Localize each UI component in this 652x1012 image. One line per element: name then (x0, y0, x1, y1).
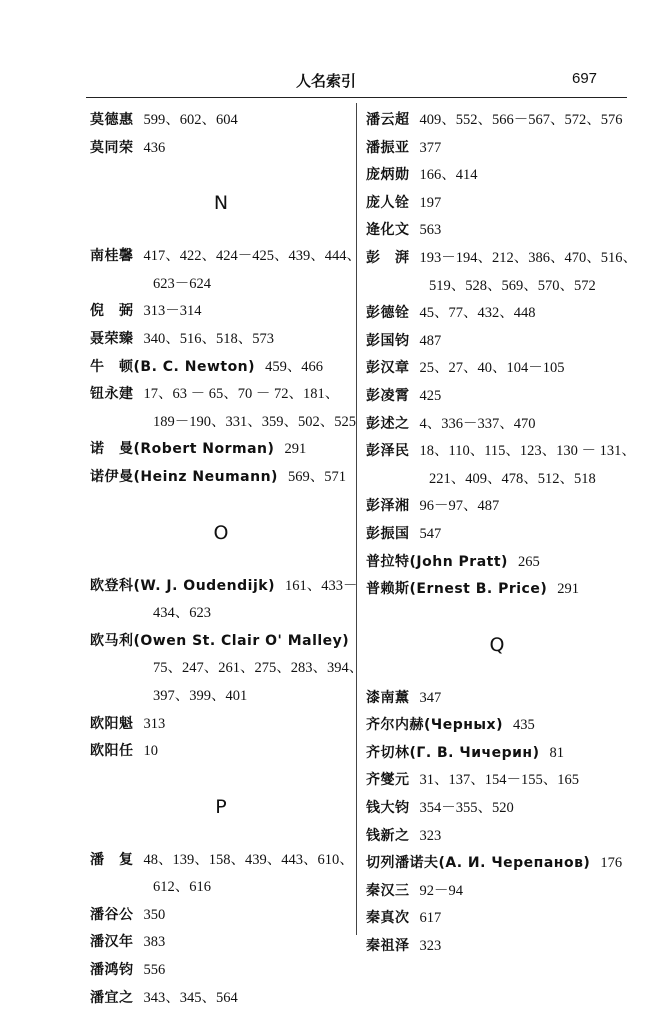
entry-name: 莫德惠 (90, 112, 134, 128)
index-entry (90, 381, 352, 409)
entry-name: 欧阳任 (90, 743, 134, 760)
entry-pages: 377 (419, 139, 442, 156)
entry-name: 齐切林(Г. В. Чичерин) (366, 744, 540, 761)
entry-name: 诺伊曼(Heinz Neumann) (90, 468, 278, 485)
entry-pages: 569、571 (287, 468, 346, 485)
index-entry (366, 521, 628, 549)
entry-pages: 291 (284, 441, 307, 458)
section-letter-p: P (215, 795, 227, 818)
entry-name: 潘宜之 (90, 989, 134, 1006)
entry-name: 钮永建 (90, 386, 134, 403)
index-entry (366, 740, 628, 768)
entry-name: 彭 湃 (366, 249, 410, 266)
entry-name: 欧登科(W. J. Oudendijk) (90, 577, 275, 594)
entry-pages: 350 (143, 906, 166, 923)
index-entry (366, 300, 628, 328)
entry-pages: 313 (143, 715, 166, 732)
index-entry (366, 712, 628, 740)
index-entry (366, 905, 628, 933)
index-entry (366, 383, 628, 411)
index-entry (90, 902, 352, 930)
index-entry (90, 738, 352, 766)
index-entry (90, 298, 352, 326)
entry-pages: 176 (600, 855, 623, 872)
index-entry (90, 436, 352, 464)
entry-name: 欧阳魁 (90, 715, 134, 732)
entry-pages: 48、139、158、439、443、610、 (143, 851, 354, 868)
index-entry (90, 957, 352, 985)
index-entry (366, 685, 628, 713)
entry-name: 潘云超 (366, 112, 410, 128)
section-letter-q: Q (489, 633, 505, 656)
entry-pages: 354－355、520 (419, 800, 514, 817)
index-entry (366, 135, 628, 163)
entry-pages: 17、63 － 65、70 － 72、181、 (143, 386, 340, 403)
entry-pages-continued: 519、528、569、570、572 (429, 277, 596, 294)
index-entry (90, 711, 352, 739)
column-divider (356, 103, 357, 935)
entry-pages: 459、466 (265, 358, 324, 375)
index-entry (90, 135, 352, 163)
entry-name: 彭国钧 (366, 332, 410, 349)
entry-pages: 45、77、432、448 (419, 305, 536, 322)
entry-name: 潘 复 (90, 851, 134, 868)
index-entry (366, 107, 628, 135)
index-entry (366, 162, 628, 190)
index-entry (366, 933, 628, 961)
entry-name: 齐尔内赫(Черных) (366, 717, 503, 734)
entry-pages: 340、516、518、573 (143, 330, 274, 347)
entry-pages: 343、345、564 (143, 989, 238, 1006)
entry-name: 彭凌霄 (366, 387, 410, 404)
index-entry (366, 549, 628, 577)
entry-pages: 92－94 (419, 882, 463, 899)
entry-pages: 193－194、212、386、470、516、 (419, 249, 637, 266)
entry-name: 潘振亚 (366, 139, 410, 156)
index-entry (366, 355, 628, 383)
index-entry (90, 929, 352, 957)
index-entry (90, 354, 352, 382)
index-entry (90, 573, 358, 601)
running-header-title: 人名索引 (295, 72, 356, 90)
left-column (90, 107, 364, 1012)
entry-name: 切列潘诺夫(А. И. Черепанов) (366, 855, 591, 872)
index-entry (366, 411, 628, 439)
index-entry (366, 576, 628, 604)
entry-pages: 25、27、40、104－105 (419, 360, 565, 377)
entry-pages: 161、433－ (284, 577, 358, 594)
entry-pages: 166、414 (419, 167, 478, 184)
entry-pages: 617 (419, 910, 442, 927)
entry-name: 潘汉年 (90, 934, 134, 951)
section-letter-o: O (213, 521, 229, 544)
entry-name: 潘谷公 (90, 906, 134, 923)
entry-name: 普赖斯(Ernest B. Price) (366, 581, 548, 598)
entry-pages: 291 (557, 581, 579, 598)
entry-pages: 417、422、424－425、439、444、 (143, 248, 361, 265)
index-entry (366, 823, 628, 851)
index-entry (90, 243, 361, 271)
entry-pages: 10 (143, 743, 158, 760)
entry-pages: 197 (419, 194, 442, 211)
index-entry (366, 190, 628, 218)
entry-name: 聂荣臻 (90, 330, 134, 347)
entry-pages: 31、137、154－155、165 (419, 772, 579, 789)
entry-pages: 409、552、566－567、572、576 (419, 112, 623, 128)
entry-pages-continued: 189－190、331、359、502、525 (153, 413, 356, 430)
index-entry (366, 850, 628, 878)
entry-pages: 436 (143, 139, 166, 156)
entry-pages: 96－97、487 (419, 498, 500, 515)
entry-name: 钱大钧 (366, 800, 410, 817)
entry-name: 齐燮元 (366, 772, 410, 789)
index-entry (90, 985, 352, 1012)
entry-name: 庞炳勋 (366, 167, 410, 184)
index-entry (90, 326, 352, 354)
entry-name: 南桂馨 (90, 248, 134, 265)
entry-name: 彭泽湘 (366, 498, 410, 515)
index-entry (366, 438, 636, 466)
entry-pages: 556 (143, 962, 166, 979)
index-entry (366, 878, 628, 906)
entry-name: 莫同荣 (90, 139, 134, 156)
entry-name: 漆南薰 (366, 689, 410, 706)
index-entry (366, 328, 628, 356)
index-entry (366, 217, 628, 245)
entry-name: 秦汉三 (366, 882, 410, 899)
entry-name: 倪 弼 (90, 303, 134, 320)
entry-pages: 18、110、115、123、130 － 131、 (419, 443, 636, 460)
entry-name: 秦祖泽 (366, 938, 410, 955)
entry-pages-continued: 434、623 (153, 605, 211, 622)
index-entry (90, 107, 352, 135)
index-entry (90, 464, 352, 492)
entry-name: 潘鸿钧 (90, 962, 134, 979)
entry-pages: 81 (549, 744, 565, 761)
index-entry (366, 493, 628, 521)
entry-pages: 383 (143, 934, 166, 951)
entry-pages: 4、336－337、470 (419, 415, 536, 432)
entry-pages: 323 (419, 827, 442, 844)
entry-pages: 599、602、604 (143, 112, 238, 128)
index-entry (366, 795, 628, 823)
entry-name: 彭振国 (366, 525, 410, 542)
entry-pages-continued: 623－624 (153, 275, 211, 292)
entry-pages: 435 (513, 717, 535, 734)
index-entry (366, 767, 628, 795)
section-letter-n: N (213, 192, 229, 215)
entry-pages: 563 (419, 222, 442, 239)
index-entry (366, 245, 637, 273)
entry-pages: 265 (517, 553, 540, 570)
entry-name: 庞人铨 (366, 194, 410, 211)
entry-pages: 487 (419, 332, 442, 349)
entry-pages: 347 (419, 689, 442, 706)
entry-pages: 425 (419, 387, 442, 404)
entry-pages: 323 (419, 938, 442, 955)
entry-name: 普拉特(John Pratt) (366, 553, 508, 570)
entry-name: 彭述之 (366, 415, 410, 432)
entry-name: 欧马利(Owen St. Clair O' Malley) (90, 632, 350, 649)
entry-name: 彭泽民 (366, 443, 410, 460)
entry-pages-continued: 612、616 (153, 879, 211, 896)
entry-name: 逄化文 (366, 222, 410, 239)
index-entry (90, 847, 352, 875)
entry-pages-continued: 75、247、261、275、283、394、 (153, 660, 364, 677)
entry-pages: 547 (419, 525, 442, 542)
entry-name: 彭德铨 (366, 305, 410, 322)
header-rule (86, 97, 627, 98)
entry-name: 牛 顿(B. C. Newton) (90, 358, 256, 375)
entry-name: 彭汉章 (366, 360, 410, 377)
entry-pages-continued: 221、409、478、512、518 (429, 470, 596, 487)
index-entry (90, 628, 352, 656)
right-column (366, 107, 637, 961)
entry-name: 诺 曼(Robert Norman) (90, 441, 275, 458)
entry-pages-continued: 397、399、401 (153, 687, 248, 704)
entry-name: 钱新之 (366, 827, 410, 844)
entry-name: 秦真次 (366, 910, 410, 927)
entry-pages: 313－314 (143, 303, 202, 320)
page-number: 697 (572, 70, 598, 87)
